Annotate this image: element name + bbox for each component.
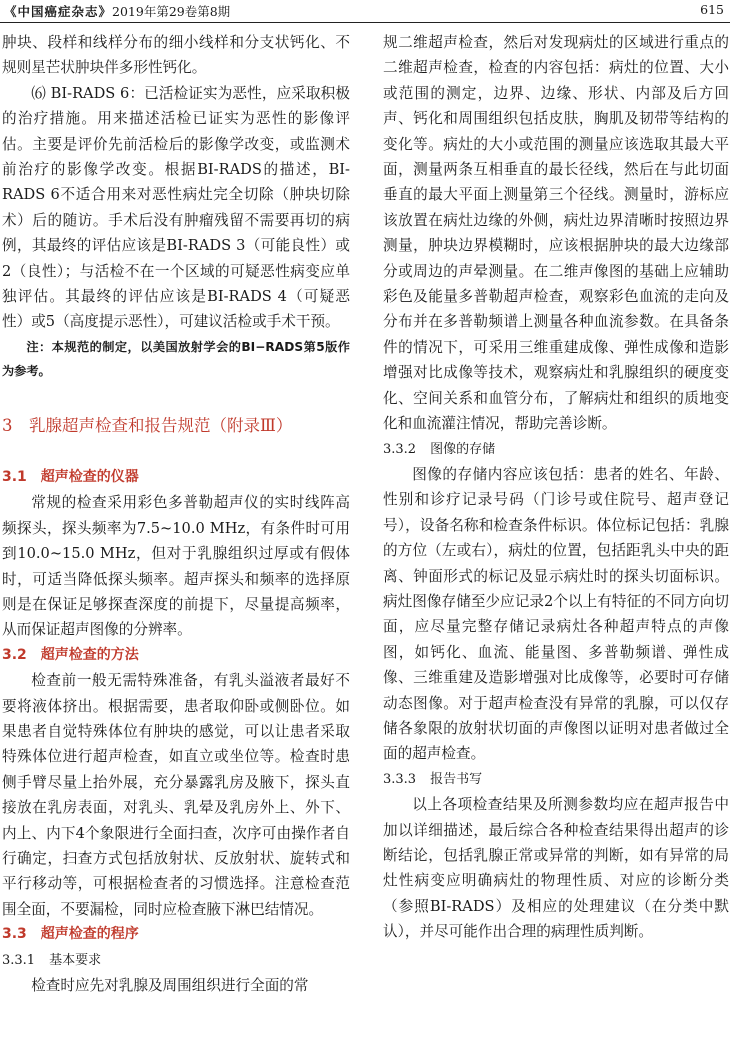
page-header xyxy=(0,0,730,23)
paragraph: 检查时应先对乳腺及周围组织进行全面的常 xyxy=(31,977,309,994)
paragraph: 常规的检查采用彩色多普勒超声仪的实时线阵高频探头，探头频率为7.5~10.0 MHz，有条件时可用到10.0~15.0 MHz，但对于乳腺组织过厚或有假体时，可适当降低探头频率。超声探头和频率的选择原则是在保证足够探查深度的前提下，尽量提高频率，从而保证超声图像的分辨率。 xyxy=(2,494,350,639)
journal-name: 《中国癌症杂志》 xyxy=(4,4,113,19)
journal-info xyxy=(4,2,230,20)
heading-number: 3.3.2 xyxy=(383,441,417,457)
heading-title: 报告书写 xyxy=(430,771,483,787)
subsubsection-heading xyxy=(383,437,729,462)
section-heading: 3 乳腺超声检查和报告规范（附录Ⅲ） xyxy=(2,415,293,435)
subsection-heading: 3.3 超声检查的程序 xyxy=(2,926,139,943)
paragraph: 以上各项检查结果及所测参数均应在超声报告中加以详细描述，最后综合各种检查结果得出超声的诊断结论，包括乳腺正常或异常的判断，如有异常的局灶性病变应明确病灶的物理性质、对应的诊断分类（参照BI-RADS）及相应的处理建议（在分类中默认），并尽可能作出合理的病理性质判断。 xyxy=(383,796,729,941)
paragraph: 检查前一般无需特殊准备，有乳头溢液者最好不要将液体挤出。根据需要，患者取仰卧或侧卧位。如果患者自觉特殊体位有肿块的感觉，可以让患者采取特殊体位进行超声检查，如直立或坐位等。检查时患侧手臂尽量上抬外展，充分暴露乳房及腋下，探头直接放在乳房表面，对乳头、乳晕及乳房外上、外下、内上、内下4个象限进行全面扫查，次序可由操作者自行确定，扫查方式包括放射状、反放射状、旋转式和平行移动等，可根据检查者的习惯选择。注意检查范围全面，不要漏检，同时应检查腋下淋巴结情况。 xyxy=(2,672,350,918)
heading-title: 基本要求 xyxy=(49,952,102,968)
heading-number: 3.3.1 xyxy=(2,952,36,968)
subsection-heading: 3.1 超声检查的仪器 xyxy=(2,468,139,485)
journal-issue: 2019年第29卷第8期 xyxy=(112,4,231,19)
page-number: 615 xyxy=(700,2,724,17)
paragraph: 图像的存储内容应该包括：患者的姓名、年龄、性别和诊疗记录号码（门诊号或住院号、超声登记号），设备名称和检查条件标识。体位标记包括：乳腺的方位（左或右），病灶的位置，包括距乳头中央的距离、钟面形式的标记及显示病灶时的探头切面标识。病灶图像存储至少应记录2个以上有特征的不同方向切面，应尽量完整存储记录病灶各种超声特点的声像图，如钙化、血流、能量图、多普勒频谱、弹性成像、三维重建及造影增强对比成像等，必要时可存储动态图像。对于超声检查没有异常的乳腺，可以仅存储各象限的放射状切面的声像图以证明对患者做过全面的超声检查。 xyxy=(383,465,729,763)
paragraph: 肿块、段样和线样分布的细小线样和分支状钙化、不规则星芒状肿块伴多形性钙化。 xyxy=(2,34,350,77)
heading-number: 3.3.3 xyxy=(383,771,417,787)
right-column xyxy=(383,30,729,945)
footnote: 注：本规范的制定，以美国放射学会的BI−RADS第5版作为参考。 xyxy=(2,339,350,378)
paragraph: 规二维超声检查，然后对发现病灶的区域进行重点的二维超声检查，检查的内容包括：病灶的位置、大小或范围的测定，边界、边缘、形状、内部及后方回声、钙化和周围组织包括皮肤，胸肌及韧带等结构的变化等。病灶的大小或范围的测量应该选取其最大平面，测量两条互相垂直的最长径线，然后在与此切面垂直的最大平面上测量第三个径线。测量时，游标应该放置在病灶边缘的外侧，病灶边界清晰时按照边界测量，肿块边界模糊时，应该根据肿块的最大边缘部分或周边的声晕测量。在二维声像图的基础上应辅助彩色及能量多普勒超声检查，观察彩色血流的走向及分布并在多普勒频谱上测量各种血流参数。在具备条件的情况下，可采用三维重建成像、弹性成像和造影增强对比成像等技术，观察病灶和乳腺组织的硬度变化、空间关系和血管分布，了解病灶和组织的质地变化和血流灌注情况，帮助完善诊断。 xyxy=(383,34,729,433)
subsection-heading: 3.2 超声检查的方法 xyxy=(2,646,139,663)
subsubsection-heading xyxy=(2,948,350,973)
subsubsection-heading xyxy=(383,767,729,792)
left-column xyxy=(2,30,350,998)
heading-title: 图像的存储 xyxy=(430,441,496,457)
paragraph: ⑹ BI-RADS 6：已活检证实为恶性，应采取积极的治疗措施。用来描述活检已证实为恶性的影像评估。主要是评价先前活检后的影像学改变，或监测术前治疗的影像学改变。根据BI-RADS的描述，BI-RADS 6不适合用来对恶性病灶完全切除（肿块切除术）后的随访。手术后没有肿瘤残留不需要再切的病例，其最终的评估应该是BI-RADS 3（可能良性）或2（良性）；与活检不在一个区域的可疑恶性病变应单独评估。其最终的评估应该是BI-RADS 4（可疑恶性）或5（高度提示恶性），可建议活检或手术干预。 xyxy=(2,84,350,331)
